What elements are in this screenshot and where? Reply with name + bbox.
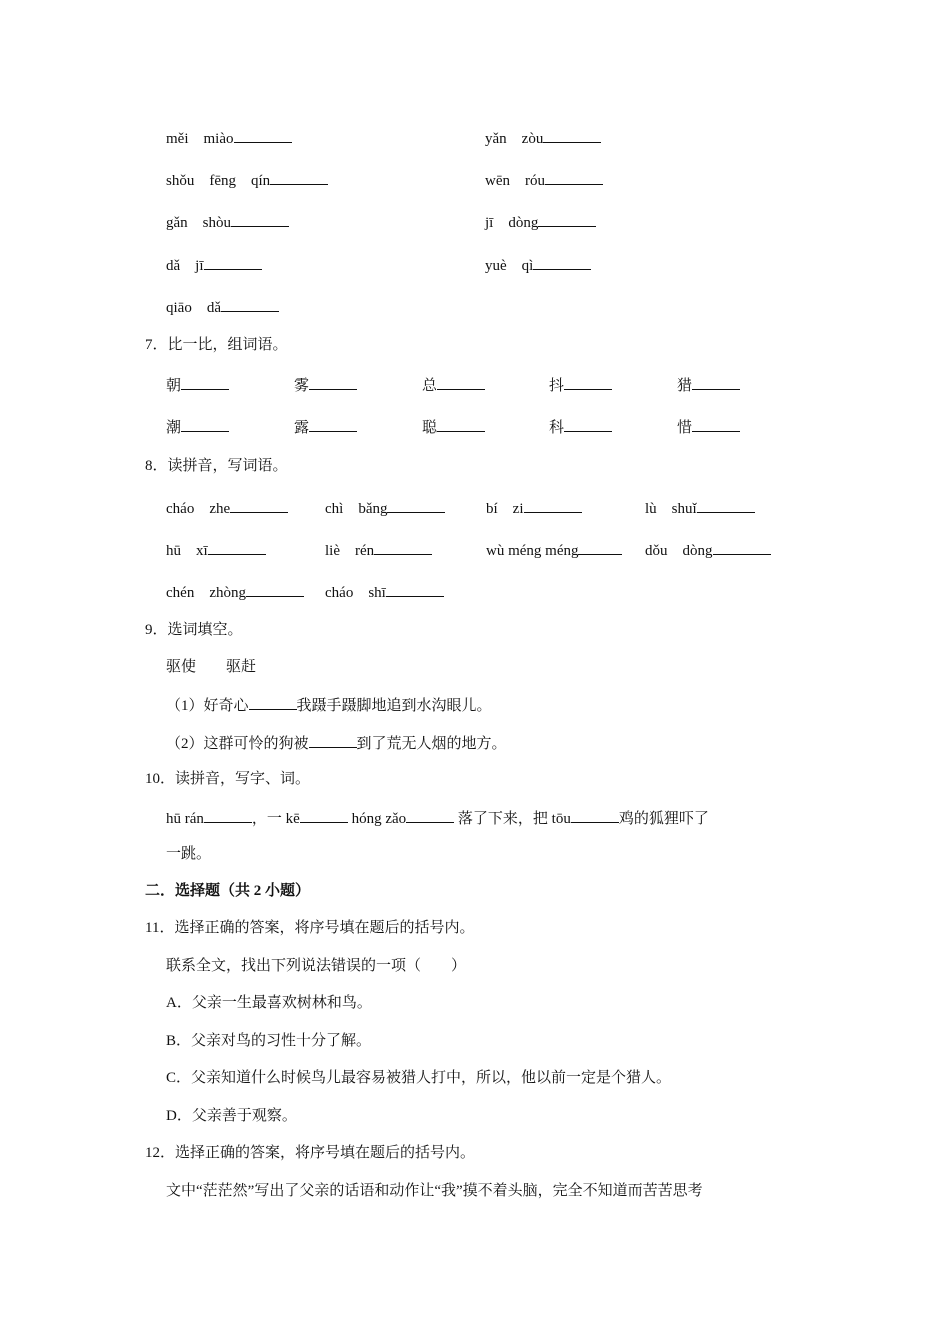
- answer-blank[interactable]: [230, 497, 288, 513]
- answer-blank[interactable]: [437, 374, 485, 390]
- q8-item: lù shuǐ: [645, 497, 755, 519]
- q9-sentence-1: （1）好奇心 我蹑手蹑脚地追到水沟眼儿。: [166, 694, 492, 716]
- answer-blank[interactable]: [270, 169, 328, 185]
- answer-blank[interactable]: [387, 497, 445, 513]
- answer-blank[interactable]: [181, 374, 229, 390]
- q7-item: 聪: [422, 416, 485, 438]
- answer-blank[interactable]: [437, 416, 485, 432]
- q11-option-d[interactable]: D．父亲善于观察。: [166, 1108, 297, 1124]
- answer-blank[interactable]: [543, 127, 601, 143]
- q8-item: cháo shī: [325, 581, 444, 603]
- q7-item: 科: [549, 416, 612, 438]
- answer-blank[interactable]: [181, 416, 229, 432]
- q8-item: wù méng méng: [486, 539, 622, 561]
- q7-item: 潮: [166, 416, 229, 438]
- answer-blank[interactable]: [692, 374, 740, 390]
- q9-options: 驱使 驱赶: [166, 659, 257, 675]
- q6-item-3: shǒu fēng qín: [166, 169, 328, 191]
- q6-item-2: yǎn zòu: [485, 127, 601, 149]
- q11-option-c[interactable]: C．父亲知道什么时候鸟儿最容易被猎人打中，所以，他以前一定是个猎人。: [166, 1070, 672, 1086]
- answer-blank[interactable]: [204, 807, 252, 823]
- answer-blank[interactable]: [309, 374, 357, 390]
- q6-item-7: dǎ jī: [166, 254, 262, 276]
- q9-title: 9．选词填空。: [145, 622, 243, 638]
- q8-item: bí zi: [486, 497, 582, 519]
- q6-item-8: yuè qì: [485, 254, 591, 276]
- q12-stem: 文中“茫茫然”写出了父亲的话语和动作让“我”摸不着头脑，完全不知道而苦苦思考: [166, 1183, 703, 1199]
- answer-blank[interactable]: [697, 497, 755, 513]
- answer-blank[interactable]: [309, 732, 357, 748]
- q9-sentence-2: （2）这群可怜的狗被 到了荒无人烟的地方。: [166, 732, 507, 754]
- q8-title: 8．读拼音，写词语。: [145, 458, 288, 474]
- answer-blank[interactable]: [234, 127, 292, 143]
- answer-blank[interactable]: [208, 539, 266, 555]
- answer-blank[interactable]: [406, 807, 454, 823]
- q8-item: chì bǎng: [325, 497, 445, 519]
- q7-item: 猎: [677, 374, 740, 396]
- q10-line: hū rán ，一 kē hóng zǎo 落了下来，把 tōu 鸡的狐狸吓了: [166, 807, 709, 829]
- q8-item: dǒu dòng: [645, 539, 771, 561]
- answer-blank[interactable]: [713, 539, 771, 555]
- answer-blank[interactable]: [221, 296, 279, 312]
- q8-item: hū xī: [166, 539, 266, 561]
- answer-blank[interactable]: [309, 416, 357, 432]
- answer-blank[interactable]: [571, 807, 619, 823]
- q11-option-b[interactable]: B．父亲对鸟的习性十分了解。: [166, 1033, 372, 1049]
- q11-option-a[interactable]: A．父亲一生最喜欢树林和鸟。: [166, 995, 372, 1011]
- q11-title: 11．选择正确的答案，将序号填在题后的括号内。: [145, 920, 475, 936]
- answer-blank[interactable]: [300, 807, 348, 823]
- q6-item-4: wēn róu: [485, 169, 603, 191]
- q7-item: 雾: [294, 374, 357, 396]
- q7-item: 惜: [677, 416, 740, 438]
- q6-item-9: qiāo dǎ: [166, 296, 279, 318]
- q6-item-6: jī dòng: [485, 211, 596, 233]
- q8-item: cháo zhe: [166, 497, 288, 519]
- q10-continuation: 一跳。: [166, 846, 212, 862]
- q11-stem: 联系全文，找出下列说法错误的一项（ ）: [166, 958, 467, 974]
- section-heading: 二．选择题（共 2 小题）: [145, 883, 311, 899]
- answer-blank[interactable]: [374, 539, 432, 555]
- q7-item: 露: [294, 416, 357, 438]
- answer-blank[interactable]: [204, 254, 262, 270]
- answer-blank[interactable]: [692, 416, 740, 432]
- answer-blank[interactable]: [249, 694, 297, 710]
- answer-blank[interactable]: [564, 374, 612, 390]
- answer-blank[interactable]: [538, 211, 596, 227]
- q10-title: 10．读拼音，写字、词。: [145, 771, 311, 787]
- q8-item: chén zhòng: [166, 581, 304, 603]
- q7-title: 7．比一比，组词语。: [145, 337, 288, 353]
- answer-blank[interactable]: [231, 211, 289, 227]
- answer-blank[interactable]: [545, 169, 603, 185]
- answer-blank[interactable]: [533, 254, 591, 270]
- q12-title: 12．选择正确的答案，将序号填在题后的括号内。: [145, 1145, 476, 1161]
- answer-blank[interactable]: [578, 539, 622, 555]
- q6-item-5: gǎn shòu: [166, 211, 289, 233]
- answer-blank[interactable]: [246, 581, 304, 597]
- answer-blank[interactable]: [524, 497, 582, 513]
- answer-blank[interactable]: [386, 581, 444, 597]
- q7-item: 抖: [549, 374, 612, 396]
- q7-item: 朝: [166, 374, 229, 396]
- q6-item-1: měi miào: [166, 127, 292, 149]
- q7-item: 总: [422, 374, 485, 396]
- answer-blank[interactable]: [564, 416, 612, 432]
- q8-item: liè rén: [325, 539, 432, 561]
